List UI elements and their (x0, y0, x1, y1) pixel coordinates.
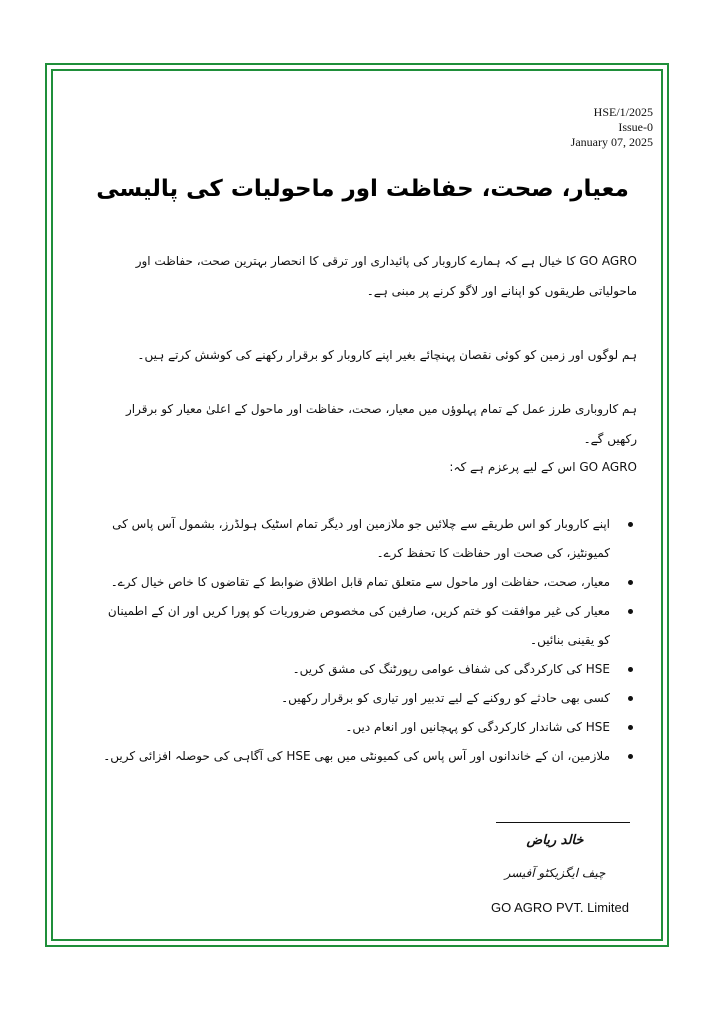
commitment-text: کسی بھی حادثے کو روکنے کے لیے تدبیر اور تیاری کو برقرار رکھیں۔ (281, 691, 610, 705)
company-name: GO AGRO PVT. Limited (491, 900, 629, 915)
commitments-list (100, 510, 637, 771)
intro-paragraph: GO AGRO کا خیال ہے کہ ہمارے کاروبار کی پائیداری اور ترقی کا انحصار بہترین صحت، حفاظت اور ماحولیاتی طریقوں کو اپنانے اور لاگو کرنے پر مبنی ہے۔ (135, 254, 637, 298)
commitment-item (100, 655, 637, 684)
bullet-icon (628, 667, 633, 672)
bullet-icon (628, 725, 633, 730)
bullet-icon (628, 696, 633, 701)
commitment-item (100, 713, 637, 742)
document-reference (571, 105, 653, 150)
commitment-item (100, 684, 637, 713)
commitment-item (100, 597, 637, 655)
bullet-icon (628, 580, 633, 585)
bullet-icon (628, 609, 633, 614)
signature-line (496, 822, 630, 823)
commitment-text: اپنے کاروبار کو اس طریقے سے چلائیں جو ملازمین اور دیگر تمام اسٹیک ہولڈرز، بشمول آس پاس کی کمیونٹیز، کی صحت اور حفاظت کا تحفظ کرے۔ (112, 517, 610, 560)
bullet-icon (628, 754, 633, 759)
people-planet-paragraph: ہم لوگوں اور زمین کو کوئی نقصان پہنچائے بغیر اپنے کاروبار کو برقرار رکھنے کی کوشش کرتے ہیں۔ (137, 348, 637, 362)
policy-title: معیار، صحت، حفاظت اور ماحولیات کی پالیسی (96, 176, 629, 202)
commitment-text: HSE کی شاندار کارکردگی کو پہچانیں اور انعام دیں۔ (345, 720, 610, 734)
signatory-name: خالد ریاض (526, 833, 584, 848)
commitment-text: ملازمین، ان کے خاندانوں اور آس پاس کی کمیونٹی میں بھی HSE کی آگاہی کی حوصلہ افزائی کریں۔ (103, 749, 610, 763)
commitment-text: معیار کی غیر موافقت کو ختم کریں، صارفین کی مخصوص ضروریات کو پورا کریں اور ان کے اطمینان کو یقینی بنائیں۔ (107, 604, 610, 647)
commitment-text: معیار، صحت، حفاظت اور ماحول سے متعلق تمام قابل اطلاق ضوابط کے تقاضوں کا خاص خیال کرے۔ (110, 575, 610, 589)
commitment-intro: GO AGRO اس کے لیے پرعزم ہے کہ: (449, 460, 637, 474)
document-date: January 07, 2025 (570, 135, 653, 149)
bullet-icon (628, 522, 633, 527)
reference-number: HSE/1/2025 (593, 105, 653, 119)
issue-number: Issue-0 (618, 120, 653, 134)
standards-paragraph: ہم کاروباری طرز عمل کے تمام پہلوؤں میں معیار، صحت، حفاظت اور ماحول کے اعلیٰ معیار کو برقرار رکھیں گے۔ (125, 402, 637, 446)
commitment-item (100, 742, 637, 771)
commitment-item (100, 568, 637, 597)
commitment-item (100, 510, 637, 568)
commitment-text: HSE کی کارکردگی کی شفاف عوامی رپورٹنگ کی مشق کریں۔ (292, 662, 610, 676)
signatory-designation: چیف ایگزیکٹو آفیسر (504, 866, 606, 880)
